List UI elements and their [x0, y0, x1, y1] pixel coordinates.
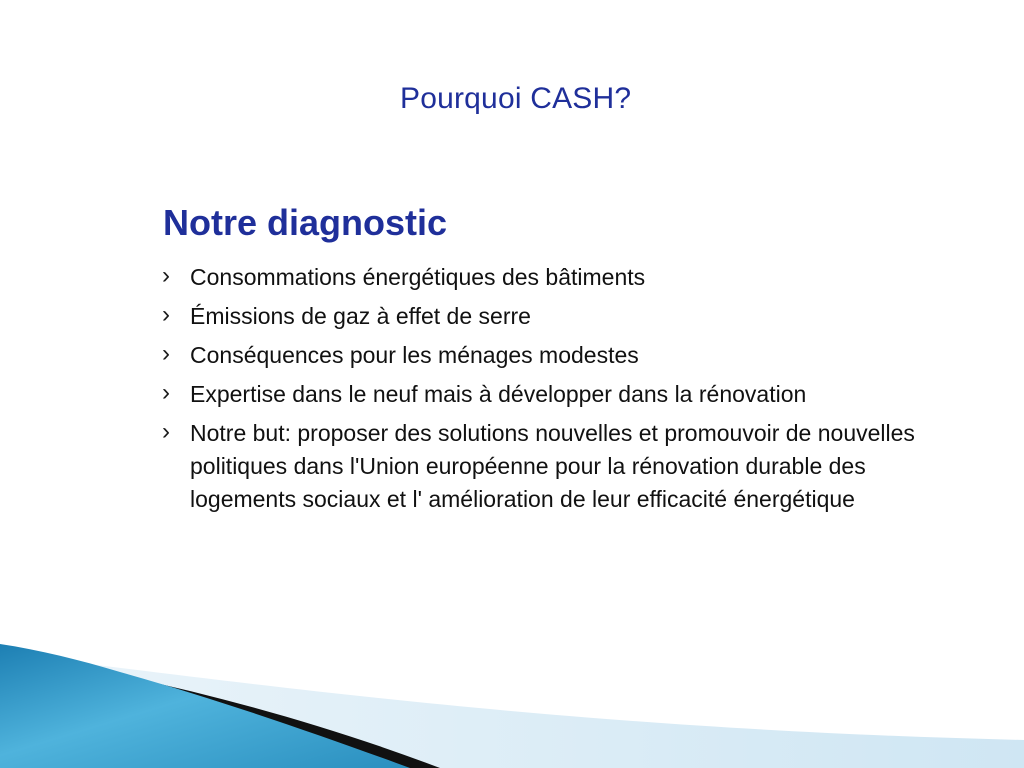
- bullet-text: Notre but: proposer des solutions nouvelles et promouvoir de nouvelles politiques dans l'Union européenne pour la rénovation durable des logements sociaux et l' amélioration de leur efficacité énergétique: [190, 420, 915, 512]
- bullet-item: [160, 300, 980, 333]
- chevron-right-icon: ›: [162, 418, 170, 445]
- bullet-text: Émissions de gaz à effet de serre: [190, 303, 531, 329]
- bullet-text: Expertise dans le neuf mais à développer dans la rénovation: [190, 381, 807, 407]
- chevron-right-icon: ›: [162, 262, 170, 289]
- bullet-text: Consommations énergétiques des bâtiments: [190, 264, 646, 290]
- bullet-list: [160, 261, 980, 522]
- chevron-right-icon: ›: [162, 301, 170, 328]
- bullet-text: Conséquences pour les ménages modestes: [190, 342, 639, 368]
- chevron-right-icon: ›: [162, 379, 170, 406]
- bullet-item: [160, 417, 980, 516]
- bullet-item: [160, 261, 980, 294]
- chevron-right-icon: ›: [162, 340, 170, 367]
- section-heading: Notre diagnostic: [163, 202, 448, 243]
- wave-decoration: [0, 600, 1024, 768]
- bullet-item: [160, 339, 980, 372]
- bullet-item: [160, 378, 980, 411]
- slide-title: Pourquoi CASH?: [400, 82, 632, 115]
